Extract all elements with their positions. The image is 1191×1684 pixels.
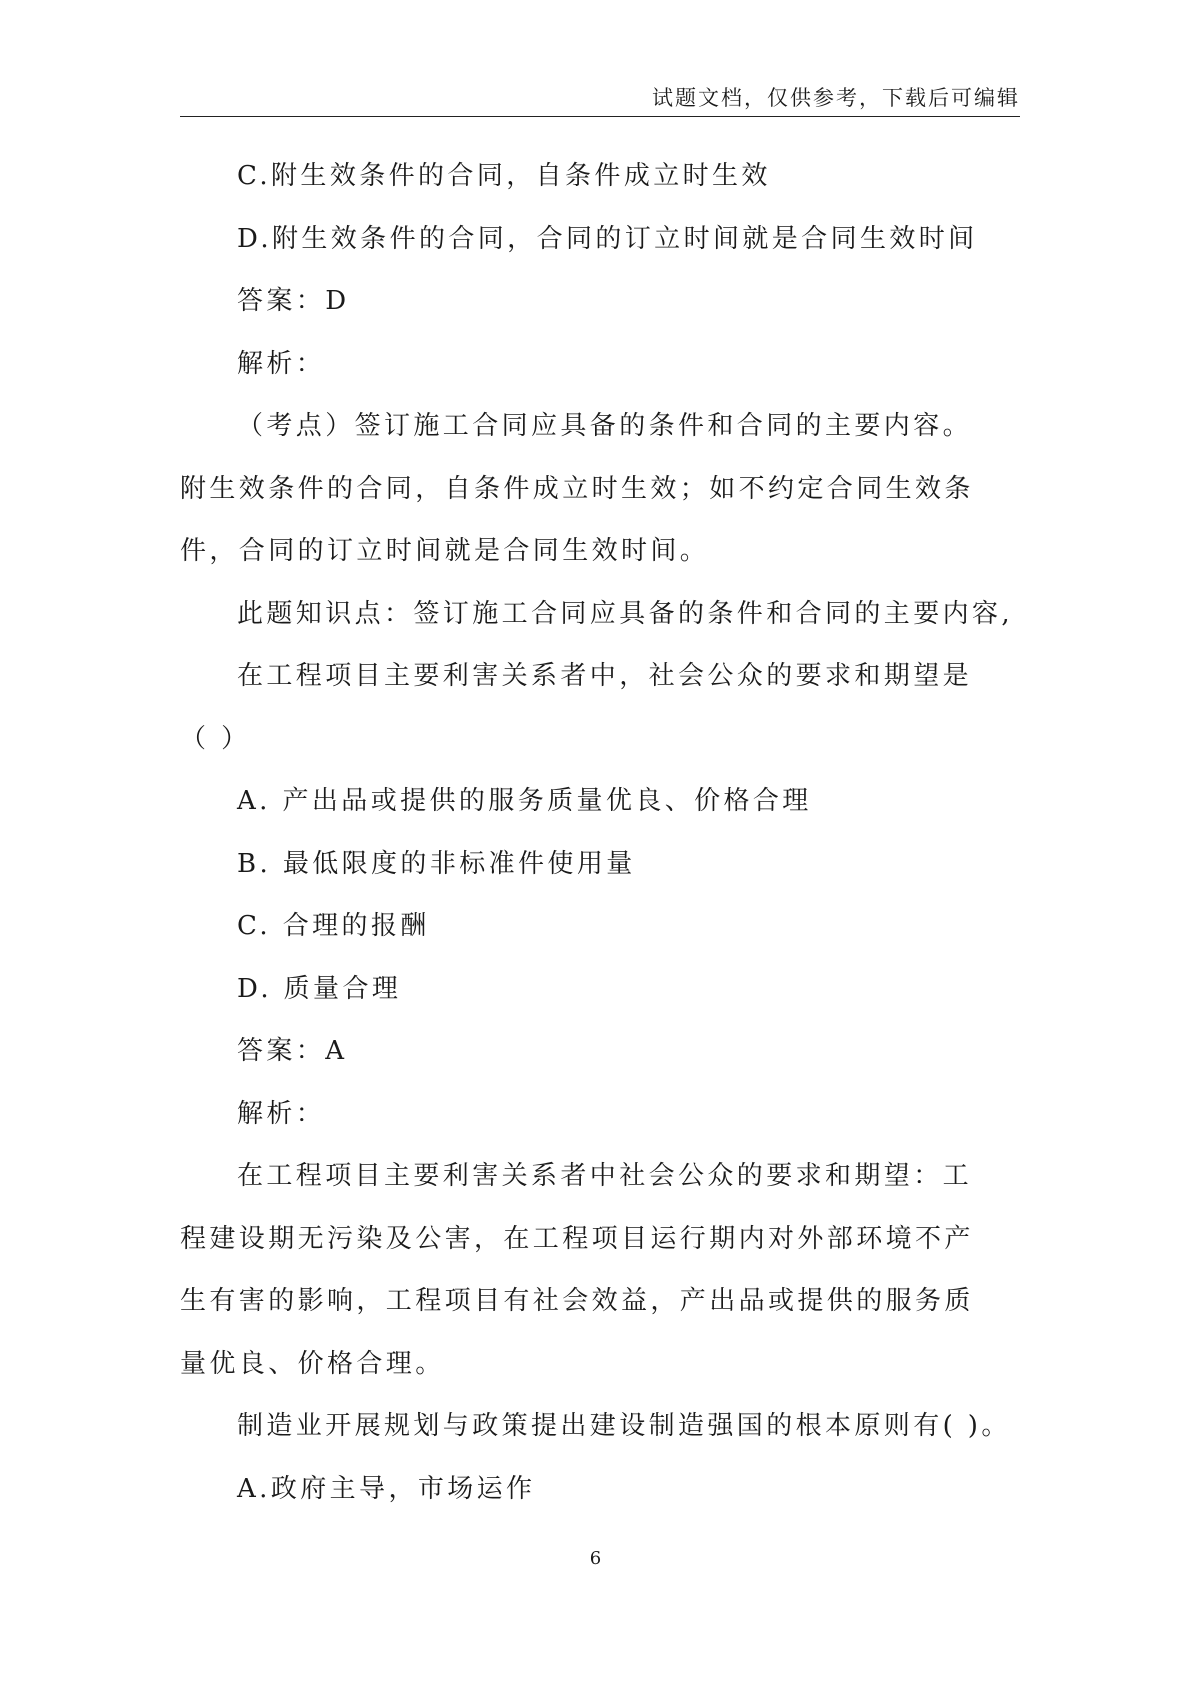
option-a: A.政府主导，市场运作 — [237, 1473, 536, 1504]
option-d: D. 质量合理 — [237, 973, 402, 1004]
question-stem: 在工程项目主要利害关系者中，社会公众的要求和期望是 — [237, 661, 973, 691]
answer: 答案：A — [237, 1036, 348, 1066]
knowledge-point: 此题知识点：签订施工合同应具备的条件和合同的主要内容, — [237, 598, 1014, 629]
analysis-label: 解析： — [237, 1098, 326, 1129]
page-header — [180, 84, 1020, 117]
option-c: C.附生效条件的合同，自条件成立时生效 — [237, 161, 771, 191]
option-b: B. 最低限度的非标准件使用量 — [237, 848, 636, 879]
page-number: 6 — [589, 1548, 602, 1569]
analysis-label: 解析： — [237, 348, 326, 379]
option-c: C. 合理的报酬 — [237, 911, 430, 941]
option-d: D.附生效条件的合同，合同的订立时间就是合同生效时间 — [237, 223, 978, 254]
analysis-text: （考点）签订施工合同应具备的条件和合同的主要内容。附生效条件的合同，自条件成立时生效；如不约定合同生效条件，合同的订立时间就是合同生效时间。 — [180, 411, 974, 566]
option-a: A. 产出品或提供的服务质量优良、价格合理 — [237, 786, 812, 816]
document-body — [180, 145, 1014, 1520]
analysis-text: 在工程项目主要利害关系者中社会公众的要求和期望：工程建设期无污染及公害，在工程项目运行期内对外部环境不产生有害的影响，工程项目有社会效益，产出品或提供的服务质量优良、价格合理。 — [180, 1161, 974, 1379]
answer: 答案：D — [237, 286, 350, 316]
question-blank: （ ） — [180, 723, 251, 754]
header-text: 试题文档，仅供参考，下载后可编辑 — [652, 86, 1020, 110]
question-stem: 制造业开展规划与政策提出建设制造强国的根本原则有( )。 — [237, 1411, 1011, 1441]
